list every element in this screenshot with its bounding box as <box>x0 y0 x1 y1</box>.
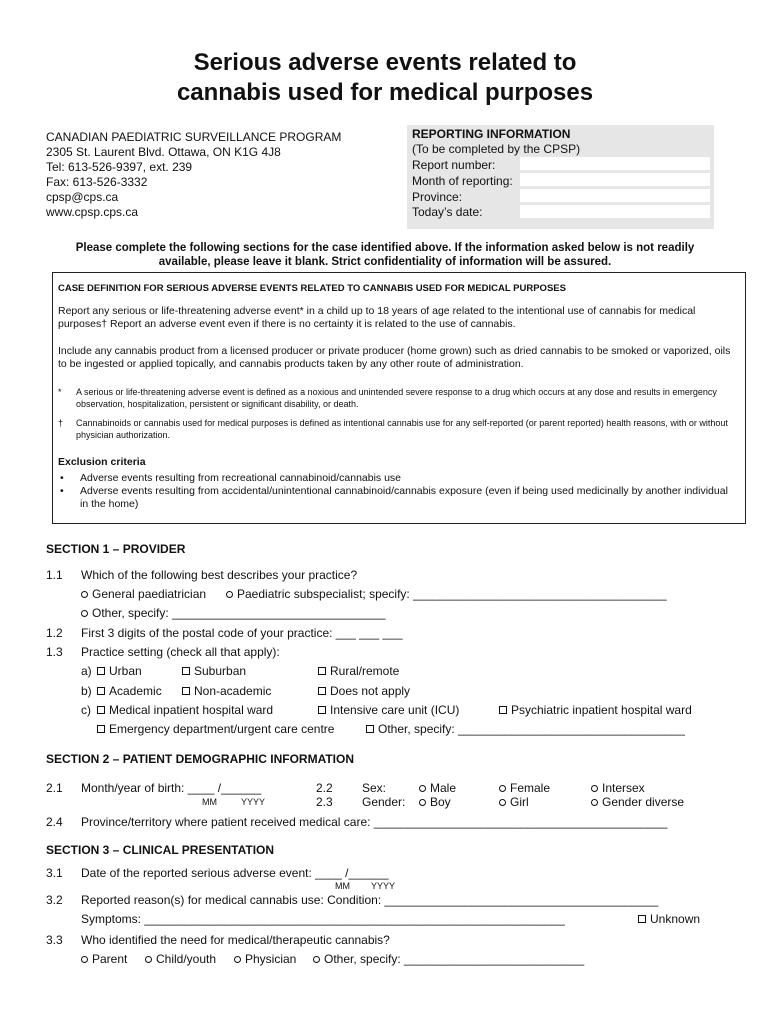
radio-icon[interactable] <box>419 799 426 806</box>
org-website[interactable]: www.cpsp.cps.ca <box>46 205 139 219</box>
radio-icon[interactable] <box>81 956 88 963</box>
month-of-reporting-label: Month of reporting: <box>412 174 513 188</box>
radio-icon[interactable] <box>499 785 506 792</box>
option-label: Does not apply <box>330 684 411 698</box>
organization-contact <box>46 130 341 220</box>
radio-intersex[interactable] <box>591 781 645 795</box>
instructions-line2: available, please leave it blank. Strict confidentiality of information will be assured. <box>158 256 612 268</box>
checkbox-icon[interactable] <box>182 667 190 675</box>
option-label: Male <box>430 781 457 795</box>
radio-icon[interactable] <box>81 610 88 617</box>
option-label: Other, specify: ________________________________ <box>92 606 386 620</box>
question-event-date[interactable]: Date of the reported serious adverse event: ____ /______ <box>81 866 389 880</box>
footnote-mark-dagger: † <box>58 418 64 428</box>
province-field[interactable] <box>520 189 710 202</box>
question-number: 1.1 <box>46 568 63 582</box>
reporting-subheading: (To be completed by the CPSP) <box>412 142 581 156</box>
option-label: Suburban <box>194 664 247 678</box>
option-label: Female <box>510 781 551 795</box>
row-c-label: c) <box>81 703 91 717</box>
option-label: Parent <box>92 952 128 966</box>
radio-icon[interactable] <box>591 785 598 792</box>
province-label: Province: <box>412 190 463 204</box>
row-b-label: b) <box>81 684 92 698</box>
radio-icon[interactable] <box>234 956 241 963</box>
org-name: CANADIAN PAEDIATRIC SURVEILLANCE PROGRAM <box>46 130 342 144</box>
todays-date-field[interactable] <box>520 205 710 218</box>
option-label: Unknown <box>650 912 701 926</box>
case-definition-box <box>52 272 746 524</box>
case-definition-paragraph1: Report any serious or life-threatening adverse event* in a child up to 18 years of age related to the intentional use of cannabis for medical purposes† Report an adverse event even if there is no certainty it is related to the use of cannabis. <box>58 305 696 330</box>
option-label: Other, specify: __________________________________ <box>378 722 685 736</box>
radio-girl[interactable] <box>499 795 529 809</box>
checkbox-icon[interactable] <box>97 667 105 675</box>
question-number: 2.3 <box>316 795 333 809</box>
option-paediatric-subspecialist[interactable] <box>226 587 667 601</box>
option-label: Intensive care unit (ICU) <box>330 703 460 717</box>
footnote-serious-event <box>58 386 737 410</box>
yyyy-hint: YYYY <box>241 797 266 807</box>
question-number: 3.2 <box>46 893 63 907</box>
checkbox-does-not-apply[interactable] <box>318 684 410 698</box>
section3-heading: SECTION 3 – CLINICAL PRESENTATION <box>46 843 275 857</box>
question-reason-condition[interactable]: Reported reason(s) for medical cannabis use: Condition: _________________________________________ <box>81 893 659 907</box>
radio-physician[interactable] <box>234 952 296 966</box>
option-label: Boy <box>430 795 451 809</box>
option-label: Non-academic <box>194 684 272 698</box>
exclusion-item: • Adverse events resulting from recreational cannabinoid/cannabis use <box>58 472 737 485</box>
case-definition-heading: CASE DEFINITION FOR SERIOUS ADVERSE EVENTS RELATED TO CANNABIS USED FOR MEDICAL PURPOSES <box>58 283 566 294</box>
option-label: Child/youth <box>156 952 217 966</box>
radio-icon[interactable] <box>226 591 233 598</box>
footnote-mark-asterisk: * <box>58 387 62 397</box>
checkbox-psychiatric-ward[interactable] <box>499 703 692 717</box>
option-label: Paediatric subspecialist; specify: ______________________________________ <box>237 587 667 601</box>
sex-label: Sex: <box>362 781 387 795</box>
org-address: 2305 St. Laurent Blvd. Ottawa, ON K1G 4J8 <box>46 145 281 159</box>
checkbox-icon[interactable] <box>97 687 105 695</box>
question-number: 2.1 <box>46 781 63 795</box>
checkbox-other-setting[interactable] <box>366 722 685 736</box>
todays-date-label: Today’s date: <box>412 205 483 219</box>
checkbox-icon[interactable] <box>318 687 326 695</box>
radio-icon[interactable] <box>499 799 506 806</box>
checkbox-icon[interactable] <box>318 706 326 714</box>
checkbox-emergency[interactable] <box>97 722 334 736</box>
question-number: 3.3 <box>46 933 63 947</box>
checkbox-icon[interactable] <box>97 706 105 714</box>
mm-hint: MM <box>202 797 217 807</box>
option-label: General paediatrician <box>92 587 207 601</box>
question-number: 2.4 <box>46 815 63 829</box>
instructions-line1: Please complete the following sections for the case identified above. If the information asked below is not readily <box>75 242 695 254</box>
checkbox-suburban[interactable] <box>182 664 246 678</box>
question-number: 1.2 <box>46 626 63 640</box>
checkbox-icon[interactable] <box>499 706 507 714</box>
section1-heading: SECTION 1 – PROVIDER <box>46 542 186 556</box>
radio-gender-diverse[interactable] <box>591 795 684 809</box>
footnote-medical-purposes <box>58 417 737 441</box>
org-fax: Fax: 613-526-3332 <box>46 175 148 189</box>
radio-icon[interactable] <box>419 785 426 792</box>
option-label: Psychiatric inpatient hospital ward <box>511 703 692 717</box>
form-title-line1: Serious adverse events related to <box>193 49 577 76</box>
reporting-information-box <box>407 125 714 229</box>
exclusion-criteria-list <box>58 472 737 511</box>
form-title <box>0 48 770 108</box>
case-definition-paragraph2: Include any cannabis product from a licensed producer or private producer (home grown) such as dried cannabis to be smoked or vaporized, oils to be ingested or applied topically, and cannabis products taken by any other route of administration. <box>58 345 731 370</box>
checkbox-icon[interactable] <box>318 667 326 675</box>
month-of-reporting-field[interactable] <box>520 173 710 186</box>
radio-icon[interactable] <box>81 591 88 598</box>
option-label: Other, specify: ___________________________ <box>324 952 585 966</box>
checkbox-icon[interactable] <box>182 687 190 695</box>
question-number: 3.1 <box>46 866 63 880</box>
form-title-line2: cannabis used for medical purposes <box>176 79 594 106</box>
question-who-identified: Who identified the need for medical/therapeutic cannabis? <box>81 933 390 947</box>
option-label: Intersex <box>602 781 645 795</box>
gender-label: Gender: <box>362 795 406 809</box>
exclusion-criteria-heading: Exclusion criteria <box>58 456 146 468</box>
question-postal-code[interactable]: First 3 digits of the postal code of your practice: ___ ___ ___ <box>81 626 403 640</box>
option-label: Emergency department/urgent care centre <box>109 722 335 736</box>
row-a-label: a) <box>81 664 92 678</box>
exclusion-item: • Adverse events resulting from accidental/unintentional cannabinoid/cannabis exposure (even if being used medicinally by another individual in the home) <box>58 485 737 511</box>
option-label: Rural/remote <box>330 664 400 678</box>
report-number-field[interactable] <box>520 157 710 170</box>
option-label: Medical inpatient hospital ward <box>109 703 274 717</box>
radio-icon[interactable] <box>591 799 598 806</box>
checkbox-icon[interactable] <box>638 915 646 923</box>
org-email[interactable]: cpsp@cps.ca <box>46 190 119 204</box>
option-label: Urban <box>109 664 142 678</box>
checkbox-icu[interactable] <box>318 703 459 717</box>
option-label: Physician <box>245 952 297 966</box>
footnote-medical-purposes-text: Cannabinoids or cannabis used for medical purposes is defined as intentional cannabis use for any self-reported (or parent reported) health reasons, with or without physician authorization. <box>76 418 728 440</box>
option-other-practice[interactable] <box>81 606 386 620</box>
footnote-serious-event-text: A serious or life-threatening adverse event is defined as a noxious and unintended severe response to a drug which occurs at any dose and results in emergency observation, hospitalization, persistent or significant disability, or death. <box>76 387 717 409</box>
checkbox-medical-ward[interactable] <box>97 703 273 717</box>
radio-female[interactable] <box>499 781 550 795</box>
mm-hint: MM <box>335 881 350 891</box>
option-general-paediatrician[interactable] <box>81 587 206 601</box>
question-practice-setting: Practice setting (check all that apply): <box>81 645 280 659</box>
question-number: 2.2 <box>316 781 333 795</box>
checkbox-icon[interactable] <box>97 725 105 733</box>
reporting-heading: REPORTING INFORMATION <box>412 127 571 141</box>
checkbox-academic[interactable] <box>97 684 162 698</box>
option-label: Gender diverse <box>602 795 685 809</box>
checkbox-urban[interactable] <box>97 664 142 678</box>
instructions <box>40 241 730 269</box>
checkbox-rural[interactable] <box>318 664 399 678</box>
radio-icon[interactable] <box>145 956 152 963</box>
org-tel: Tel: 613-526-9397, ext. 239 <box>46 160 193 174</box>
symptoms-field[interactable]: Symptoms: _______________________________________________________________ <box>81 912 565 926</box>
radio-other-identifier[interactable] <box>313 952 584 966</box>
radio-male[interactable] <box>419 781 456 795</box>
option-label: Girl <box>510 795 529 809</box>
checkbox-unknown[interactable] <box>638 912 700 926</box>
checkbox-non-academic[interactable] <box>182 684 271 698</box>
question-birth-month-year[interactable]: Month/year of birth: ____ /______ <box>81 781 262 795</box>
question-province[interactable]: Province/territory where patient received medical care: ____________________________________________ <box>81 815 668 829</box>
question-practice-type: Which of the following best describes your practice? <box>81 568 358 582</box>
section2-heading: SECTION 2 – PATIENT DEMOGRAPHIC INFORMATION <box>46 752 355 766</box>
radio-boy[interactable] <box>419 795 451 809</box>
radio-parent[interactable] <box>81 952 127 966</box>
option-label: Academic <box>109 684 162 698</box>
radio-icon[interactable] <box>313 956 320 963</box>
question-number: 1.3 <box>46 645 63 659</box>
checkbox-icon[interactable] <box>366 725 374 733</box>
yyyy-hint: YYYY <box>371 881 396 891</box>
report-number-label: Report number: <box>412 158 496 172</box>
radio-child-youth[interactable] <box>145 952 216 966</box>
